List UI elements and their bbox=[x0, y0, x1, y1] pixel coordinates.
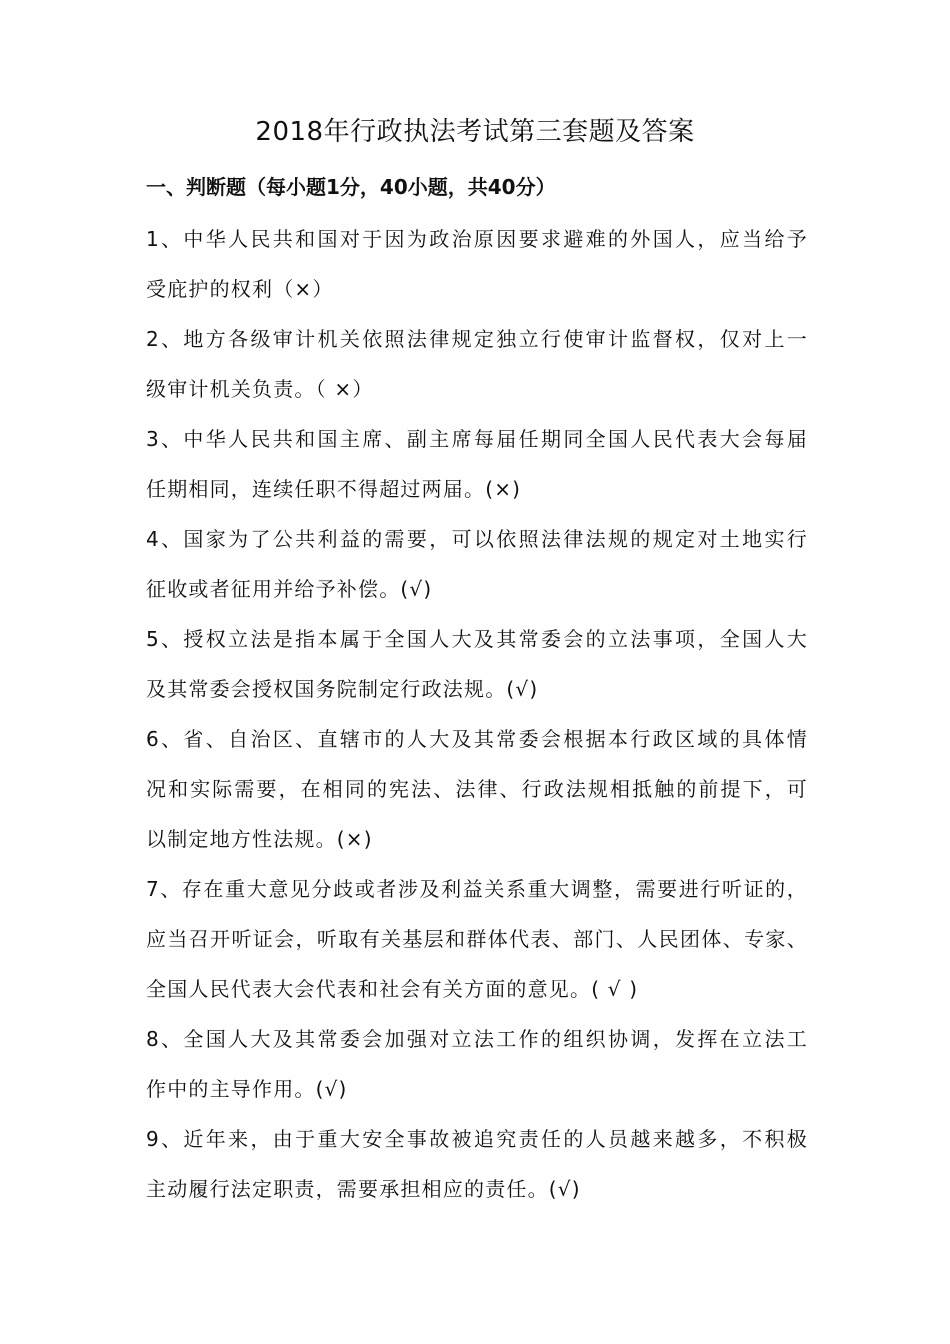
question-line: 况和实际需要，在相同的宪法、法律、行政法规相抵触的前提下，可 bbox=[146, 777, 808, 801]
question-line: 征收或者征用并给予补偿。(√) bbox=[146, 577, 433, 601]
question-line: 以制定地方性法规。(×) bbox=[146, 827, 373, 851]
question-line: 1、中华人民共和国对于因为政治原因要求避难的外国人，应当给予 bbox=[146, 227, 808, 251]
question-2 bbox=[146, 314, 808, 414]
question-4 bbox=[146, 514, 808, 614]
question-line: 应当召开听证会，听取有关基层和群体代表、部门、人民团体、专家、 bbox=[146, 927, 808, 951]
question-line: 级审计机关负责。（ ×） bbox=[146, 377, 374, 401]
question-8 bbox=[146, 1014, 808, 1114]
question-line: 8、全国人大及其常委会加强对立法工作的组织协调，发挥在立法工 bbox=[146, 1027, 808, 1051]
question-line: 2、地方各级审计机关依照法律规定独立行使审计监督权，仅对上一 bbox=[146, 327, 808, 351]
question-7 bbox=[146, 864, 808, 1014]
question-line: 受庇护的权利（×） bbox=[146, 277, 334, 301]
question-line: 5、授权立法是指本属于全国人大及其常委会的立法事项，全国人大 bbox=[146, 627, 808, 651]
question-line: 全国人民代表大会代表和社会有关方面的意见。( √ ) bbox=[146, 977, 639, 1001]
question-1 bbox=[146, 214, 808, 314]
question-5 bbox=[146, 614, 808, 714]
question-line: 主动履行法定职责，需要承担相应的责任。(√) bbox=[146, 1177, 581, 1201]
question-line: 9、近年来，由于重大安全事故被追究责任的人员越来越多，不积极 bbox=[146, 1127, 808, 1151]
question-line: 6、省、自治区、直辖市的人大及其常委会根据本行政区域的具体情 bbox=[146, 727, 808, 751]
question-3 bbox=[146, 414, 808, 514]
question-line: 作中的主导作用。(√) bbox=[146, 1077, 348, 1101]
question-line: 3、中华人民共和国主席、副主席每届任期同全国人民代表大会每届 bbox=[146, 427, 808, 451]
question-line: 4、国家为了公共利益的需要，可以依照法律法规的规定对土地实行 bbox=[146, 527, 808, 551]
section-heading: 一、判断题（每小题1分，40小题，共40分） bbox=[146, 175, 556, 199]
question-6 bbox=[146, 714, 808, 864]
question-list bbox=[146, 214, 808, 1214]
question-line: 7、存在重大意见分歧或者涉及利益关系重大调整，需要进行听证的， bbox=[146, 877, 808, 901]
question-9 bbox=[146, 1114, 808, 1214]
question-line: 及其常委会授权国务院制定行政法规。(√) bbox=[146, 677, 539, 701]
document-title: 2018年行政执法考试第三套题及答案 bbox=[255, 117, 695, 147]
question-line: 任期相同，连续任职不得超过两届。(×) bbox=[146, 477, 522, 501]
